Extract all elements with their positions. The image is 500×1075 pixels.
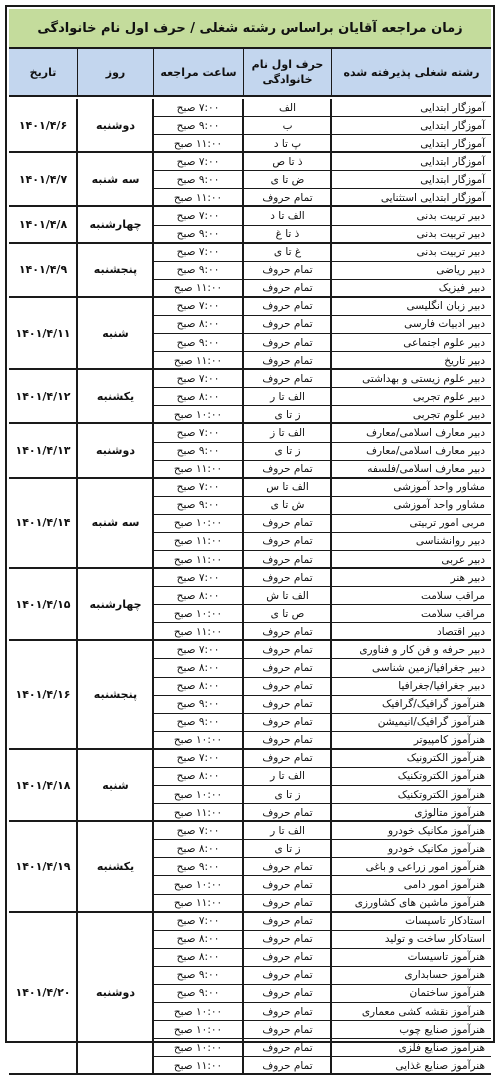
row-job: هنرآموز مکانیک خودرو	[331, 822, 491, 840]
row-time: ۱۱:۰۰ صبح	[153, 135, 243, 153]
row-time: ۹:۰۰ صبح	[153, 117, 243, 135]
row-job: هنرآموز الکتروتکنیک	[331, 786, 491, 804]
row-letter: ز تا ی	[243, 786, 331, 804]
row-letter: ذ تا ص	[243, 153, 331, 171]
row-job: هنرآموز صنایع فلزی	[331, 1039, 491, 1057]
row-letter: تمام حروف	[243, 714, 331, 732]
row-time: ۱۰:۰۰ صبح	[153, 605, 243, 623]
row-letter: تمام حروف	[243, 189, 331, 207]
group-day: شنبه	[77, 750, 153, 822]
group-day: شنبه	[77, 298, 153, 370]
group-date: ۱۴۰۱/۴/۱۱	[9, 298, 77, 370]
row-letter: الف تا د	[243, 207, 331, 225]
row-job: دبیر جغرافیا/جغرافیا	[331, 678, 491, 696]
row-letter: الف تا ش	[243, 587, 331, 605]
column-divider	[152, 99, 154, 1075]
row-time: ۷:۰۰ صبح	[153, 822, 243, 840]
group-date: ۱۴۰۱/۴/۱۸	[9, 750, 77, 822]
row-time: ۹:۰۰ صبح	[153, 262, 243, 280]
row-letter: تمام حروف	[243, 696, 331, 714]
column-divider	[76, 99, 78, 1075]
row-letter: تمام حروف	[243, 569, 331, 587]
group-date: ۱۴۰۱/۴/۷	[9, 153, 77, 207]
row-letter: تمام حروف	[243, 262, 331, 280]
row-letter: تمام حروف	[243, 280, 331, 298]
row-time: ۱۰:۰۰ صبح	[153, 1003, 243, 1021]
row-time: ۱۱:۰۰ صبح	[153, 551, 243, 569]
row-job: دبیر معارف اسلامی/معارف	[331, 443, 491, 461]
row-letter: ب	[243, 117, 331, 135]
row-letter: تمام حروف	[243, 551, 331, 569]
row-letter: تمام حروف	[243, 985, 331, 1003]
row-job: هنرآموز الکتروتکنیک	[331, 768, 491, 786]
row-time: ۸:۰۰ صبح	[153, 840, 243, 858]
row-time: ۹:۰۰ صبح	[153, 497, 243, 515]
row-time: ۱۱:۰۰ صبح	[153, 623, 243, 641]
row-letter: تمام حروف	[243, 678, 331, 696]
group-day: چهارشنبه	[77, 207, 153, 243]
row-job: دبیر علوم اجتماعی	[331, 334, 491, 352]
row-time: ۱۱:۰۰ صبح	[153, 804, 243, 822]
row-job: دبیر علوم تجربی	[331, 388, 491, 406]
row-letter: تمام حروف	[243, 316, 331, 334]
row-job: دبیر اقتصاد	[331, 623, 491, 641]
row-time: ۱۰:۰۰ صبح	[153, 732, 243, 750]
row-job: مراقب سلامت	[331, 605, 491, 623]
group-date: ۱۴۰۱/۴/۱۳	[9, 424, 77, 478]
row-letter: تمام حروف	[243, 931, 331, 949]
row-letter: تمام حروف	[243, 804, 331, 822]
page-title: زمان مراجعه آقایان براساس رشته شغلی / حرف اول نام خانوادگی	[9, 9, 491, 49]
row-time: ۱۱:۰۰ صبح	[153, 895, 243, 913]
row-time: ۸:۰۰ صبح	[153, 316, 243, 334]
row-letter: تمام حروف	[243, 750, 331, 768]
row-time: ۱۱:۰۰ صبح	[153, 352, 243, 370]
row-time: ۹:۰۰ صبح	[153, 334, 243, 352]
row-job: هنرآموز کامپیوتر	[331, 732, 491, 750]
group-day: پنجشنبه	[77, 244, 153, 298]
row-time: ۹:۰۰ صبح	[153, 171, 243, 189]
table-body	[9, 99, 491, 1072]
schedule-table	[5, 5, 495, 1072]
row-letter: تمام حروف	[243, 515, 331, 533]
row-job: هنرآموز ساختمان	[331, 985, 491, 1003]
row-time: ۸:۰۰ صبح	[153, 587, 243, 605]
group-day: دوشنبه	[77, 99, 153, 153]
row-letter: تمام حروف	[243, 858, 331, 876]
row-letter: تمام حروف	[243, 876, 331, 894]
row-time: ۸:۰۰ صبح	[153, 768, 243, 786]
row-time: ۱۰:۰۰ صبح	[153, 1039, 243, 1057]
row-job: دبیر روانشناسی	[331, 533, 491, 551]
row-letter: تمام حروف	[243, 623, 331, 641]
row-letter: ز تا ی	[243, 840, 331, 858]
row-time: ۱۰:۰۰ صبح	[153, 786, 243, 804]
group-date: ۱۴۰۱/۴/۱۹	[9, 822, 77, 912]
row-letter: تمام حروف	[243, 732, 331, 750]
row-time: ۱۱:۰۰ صبح	[153, 280, 243, 298]
row-job: دبیر معارف اسلامی/فلسفه	[331, 461, 491, 479]
row-time: ۷:۰۰ صبح	[153, 641, 243, 659]
row-letter: تمام حروف	[243, 1057, 331, 1075]
row-job: دبیر حرفه و فن کار و فناوری	[331, 641, 491, 659]
row-job: آموزگار ابتدایی	[331, 99, 491, 117]
row-job: هنرآموز امور زراعی و باغی	[331, 858, 491, 876]
row-letter: الف تا ر	[243, 388, 331, 406]
group-date: ۱۴۰۱/۴/۱۲	[9, 370, 77, 424]
row-letter: تمام حروف	[243, 461, 331, 479]
group-day: یکشنبه	[77, 822, 153, 912]
group-day: دوشنبه	[77, 424, 153, 478]
row-letter: تمام حروف	[243, 1003, 331, 1021]
row-job: دبیر فیزیک	[331, 280, 491, 298]
row-job: دبیر تربیت بدنی	[331, 207, 491, 225]
row-letter: تمام حروف	[243, 1021, 331, 1039]
row-time: ۷:۰۰ صبح	[153, 99, 243, 117]
row-job: استادکار ساخت و تولید	[331, 931, 491, 949]
row-letter: الف تا ر	[243, 768, 331, 786]
row-job: دبیر تاریخ	[331, 352, 491, 370]
header-job: رشته شغلی پذیرفته شده	[331, 49, 491, 95]
row-time: ۷:۰۰ صبح	[153, 207, 243, 225]
row-time: ۸:۰۰ صبح	[153, 949, 243, 967]
row-job: دبیر هنر	[331, 569, 491, 587]
header-date: تاریخ	[29, 65, 57, 79]
row-time: ۱۰:۰۰ صبح	[153, 1021, 243, 1039]
row-letter: تمام حروف	[243, 659, 331, 677]
row-job: مراقب سلامت	[331, 587, 491, 605]
group-day: سه شنبه	[77, 479, 153, 569]
row-time: ۱۰:۰۰ صبح	[153, 515, 243, 533]
row-time: ۱۱:۰۰ صبح	[153, 1057, 243, 1075]
row-job: هنرآموز مکانیک خودرو	[331, 840, 491, 858]
group-day: چهارشنبه	[77, 569, 153, 641]
row-letter: الف تا ر	[243, 822, 331, 840]
row-time: ۸:۰۰ صبح	[153, 931, 243, 949]
row-job: دبیر تربیت بدنی	[331, 244, 491, 262]
row-time: ۱۰:۰۰ صبح	[153, 406, 243, 424]
row-letter: تمام حروف	[243, 967, 331, 985]
group-date: ۱۴۰۱/۴/۹	[9, 244, 77, 298]
row-letter: تمام حروف	[243, 641, 331, 659]
group-date: ۱۴۰۱/۴/۶	[9, 99, 77, 153]
row-letter: تمام حروف	[243, 949, 331, 967]
group-day: سه شنبه	[77, 153, 153, 207]
row-job: دبیر علوم زیستی و بهداشتی	[331, 370, 491, 388]
group-day: پنجشنبه	[77, 641, 153, 749]
row-job: دبیر زبان انگلیسی	[331, 298, 491, 316]
row-time: ۹:۰۰ صبح	[153, 443, 243, 461]
row-letter: تمام حروف	[243, 298, 331, 316]
row-job: آموزگار ابتدایی	[331, 117, 491, 135]
row-job: آموزگار ابتدایی	[331, 171, 491, 189]
group-date: ۱۴۰۱/۴/۱۶	[9, 641, 77, 749]
group-day: دوشنبه	[77, 913, 153, 1075]
row-letter: تمام حروف	[243, 334, 331, 352]
row-job: دبیر معارف اسلامی/معارف	[331, 424, 491, 442]
header-time: ساعت مراجعه	[153, 49, 243, 95]
row-job: مربی امور تربیتی	[331, 515, 491, 533]
table-header	[9, 49, 491, 97]
row-time: ۱۱:۰۰ صبح	[153, 461, 243, 479]
row-time: ۹:۰۰ صبح	[153, 967, 243, 985]
row-letter: ص تا ی	[243, 605, 331, 623]
row-job: دبیر ریاضی	[331, 262, 491, 280]
row-job: دبیر علوم تجربی	[331, 406, 491, 424]
row-letter: الف تا ز	[243, 424, 331, 442]
row-time: ۱۰:۰۰ صبح	[153, 876, 243, 894]
row-letter: تمام حروف	[243, 895, 331, 913]
row-job: آموزگار ابتدایی استثنایی	[331, 189, 491, 207]
row-letter: تمام حروف	[243, 1039, 331, 1057]
row-letter: تمام حروف	[243, 352, 331, 370]
row-job: آموزگار ابتدایی	[331, 135, 491, 153]
header-letter: حرف اول نام خانوادگی	[243, 49, 331, 95]
row-job: هنرآموز حسابداری	[331, 967, 491, 985]
row-job: هنرآموز گرافیک/گرافیک	[331, 696, 491, 714]
row-time: ۸:۰۰ صبح	[153, 388, 243, 406]
row-letter: تمام حروف	[243, 913, 331, 931]
row-time: ۷:۰۰ صبح	[153, 153, 243, 171]
row-job: دبیر جغرافیا/زمین شناسی	[331, 659, 491, 677]
group-date: ۱۴۰۱/۴/۱۵	[9, 569, 77, 641]
row-time: ۹:۰۰ صبح	[153, 696, 243, 714]
row-time: ۸:۰۰ صبح	[153, 659, 243, 677]
row-letter: الف	[243, 99, 331, 117]
row-job: هنرآموز گرافیک/انیمیشن	[331, 714, 491, 732]
row-time: ۹:۰۰ صبح	[153, 858, 243, 876]
row-time: ۷:۰۰ صبح	[153, 298, 243, 316]
group-day: یکشنبه	[77, 370, 153, 424]
row-job: هنرآموز تاسیسات	[331, 949, 491, 967]
header-day: روز	[77, 49, 153, 95]
row-letter: تمام حروف	[243, 370, 331, 388]
row-time: ۱۱:۰۰ صبح	[153, 189, 243, 207]
group-date: ۱۴۰۱/۴/۸	[9, 207, 77, 243]
row-job: دبیر عربی	[331, 551, 491, 569]
row-job: مشاور واحد آموزشی	[331, 497, 491, 515]
row-job: دبیر تربیت بدنی	[331, 226, 491, 244]
column-divider	[242, 99, 243, 1075]
row-job: استادکار تاسیسات	[331, 913, 491, 931]
row-job: هنرآموز صنایع چوب	[331, 1021, 491, 1039]
row-time: ۱۱:۰۰ صبح	[153, 533, 243, 551]
row-letter: ش تا ی	[243, 497, 331, 515]
row-time: ۸:۰۰ صبح	[153, 678, 243, 696]
row-job: هنرآموز ماشین های کشاورزی	[331, 895, 491, 913]
row-letter: ذ تا غ	[243, 226, 331, 244]
row-letter: غ تا ی	[243, 244, 331, 262]
row-time: ۹:۰۰ صبح	[153, 226, 243, 244]
row-time: ۷:۰۰ صبح	[153, 479, 243, 497]
row-time: ۷:۰۰ صبح	[153, 424, 243, 442]
row-letter: پ تا د	[243, 135, 331, 153]
row-job: هنرآموز الکترونیک	[331, 750, 491, 768]
row-letter: ز تا ی	[243, 443, 331, 461]
row-time: ۹:۰۰ صبح	[153, 985, 243, 1003]
row-job: هنرآموز صنایع غذایی	[331, 1057, 491, 1075]
row-time: ۷:۰۰ صبح	[153, 750, 243, 768]
row-job: هنرآموز نقشه کشی معماری	[331, 1003, 491, 1021]
group-date: ۱۴۰۱/۴/۲۰	[9, 913, 77, 1075]
row-letter: ز تا ی	[243, 406, 331, 424]
row-time: ۹:۰۰ صبح	[153, 714, 243, 732]
row-job: هنرآموز متالوژی	[331, 804, 491, 822]
row-letter: ض تا ی	[243, 171, 331, 189]
row-job: دبیر ادبیات فارسی	[331, 316, 491, 334]
row-time: ۷:۰۰ صبح	[153, 370, 243, 388]
column-divider	[330, 99, 331, 1075]
row-job: هنرآموز امور دامی	[331, 876, 491, 894]
row-letter: الف تا س	[243, 479, 331, 497]
group-date: ۱۴۰۱/۴/۱۴	[9, 479, 77, 569]
row-job: آموزگار ابتدایی	[331, 153, 491, 171]
row-letter: تمام حروف	[243, 533, 331, 551]
row-time: ۷:۰۰ صبح	[153, 913, 243, 931]
row-time: ۷:۰۰ صبح	[153, 569, 243, 587]
row-job: مشاور واحد آموزشی	[331, 479, 491, 497]
row-time: ۷:۰۰ صبح	[153, 244, 243, 262]
